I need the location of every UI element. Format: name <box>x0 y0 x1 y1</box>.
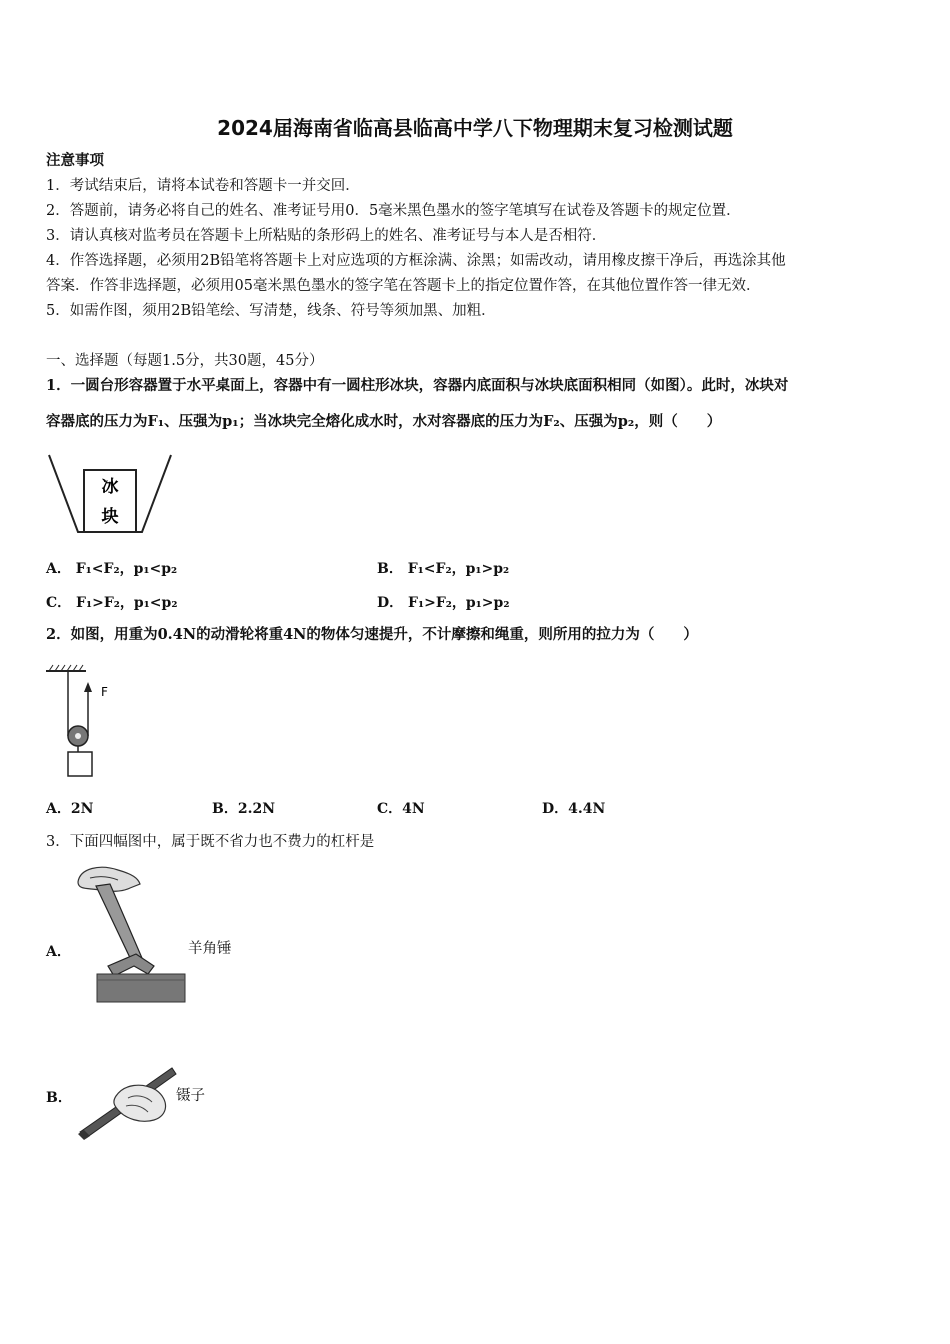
claw-hammer-figure <box>70 862 185 1004</box>
question-2-text: 2．如图，用重为0.4N的动滑轮将重4N的物体匀速提升，不计摩擦和绳重，则所用的拉力为（ ） <box>46 626 698 643</box>
notice-item: 2．答题前，请务必将自己的姓名、准考证号用0．5毫米黑色墨水的签字笔填写在试卷及答题卡的规定位置． <box>46 203 741 219</box>
force-label: F <box>101 685 108 699</box>
notice-item: 5．如需作图，须用2B铅笔绘、写清楚，线条、符号等须加黑、加粗． <box>46 303 496 319</box>
tweezers-figure <box>76 1060 176 1142</box>
q3-option-b-name: 镊子 <box>176 1088 205 1104</box>
notice-item: 答案．作答非选择题，必须用05毫米黑色墨水的签字笔在答题卡上的指定位置作答，在其他位置作答一律无效． <box>46 278 761 294</box>
q1-option-b[interactable]: B． F₁<F₂，p₁>p₂ <box>377 561 510 577</box>
q3-option-a-name: 羊角锤 <box>188 941 232 957</box>
pulley-figure <box>46 668 126 780</box>
q2-option-c[interactable]: C．4N <box>377 801 425 817</box>
ice-container-figure <box>46 452 176 537</box>
notice-item: 3．请认真核对监考员在答题卡上所粘贴的条形码上的姓名、准考证号与本人是否相符． <box>46 228 607 244</box>
q3-option-a-label[interactable]: A． <box>46 944 71 960</box>
q1-option-c[interactable]: C． F₁>F₂，p₁<p₂ <box>46 595 178 611</box>
q2-option-a[interactable]: A．2N <box>46 801 94 817</box>
notice-item: 1．考试结束后，请将本试卷和答题卡一并交回． <box>46 178 360 194</box>
notice-heading: 注意事项 <box>46 152 104 169</box>
section-heading: 一、选择题（每题1.5分，共30题，45分） <box>46 353 324 369</box>
question-3-text: 3．下面四幅图中，属于既不省力也不费力的杠杆是 <box>46 834 375 850</box>
page-title: 2024届海南省临高县临高中学八下物理期末复习检测试题 <box>217 116 733 140</box>
question-1-line1: 1．一圆台形容器置于水平桌面上，容器中有一圆柱形冰块，容器内底面积与冰块底面积相同（如图）。此时，冰块对 <box>46 377 789 394</box>
q3-option-b-label[interactable]: B． <box>46 1090 72 1106</box>
question-1-line2: 容器底的压力为F₁、压强为p₁；当冰块完全熔化成水时，水对容器底的压力为F₂、压强为p₂，则（ ） <box>46 413 722 430</box>
q1-option-a[interactable]: A． F₁<F₂，p₁<p₂ <box>46 561 178 577</box>
notice-item: 4．作答选择题，必须用2B铅笔将答题卡上对应选项的方框涂满、涂黑；如需改动，请用橡皮擦干净后，再选涂其他 <box>46 253 786 269</box>
q2-option-b[interactable]: B．2.2N <box>212 801 275 817</box>
q1-option-d[interactable]: D． F₁>F₂，p₁>p₂ <box>377 595 510 611</box>
q2-option-d[interactable]: D．4.4N <box>542 801 606 817</box>
figure-char-1: 冰 <box>101 477 119 497</box>
figure-char-2: 块 <box>101 507 119 527</box>
